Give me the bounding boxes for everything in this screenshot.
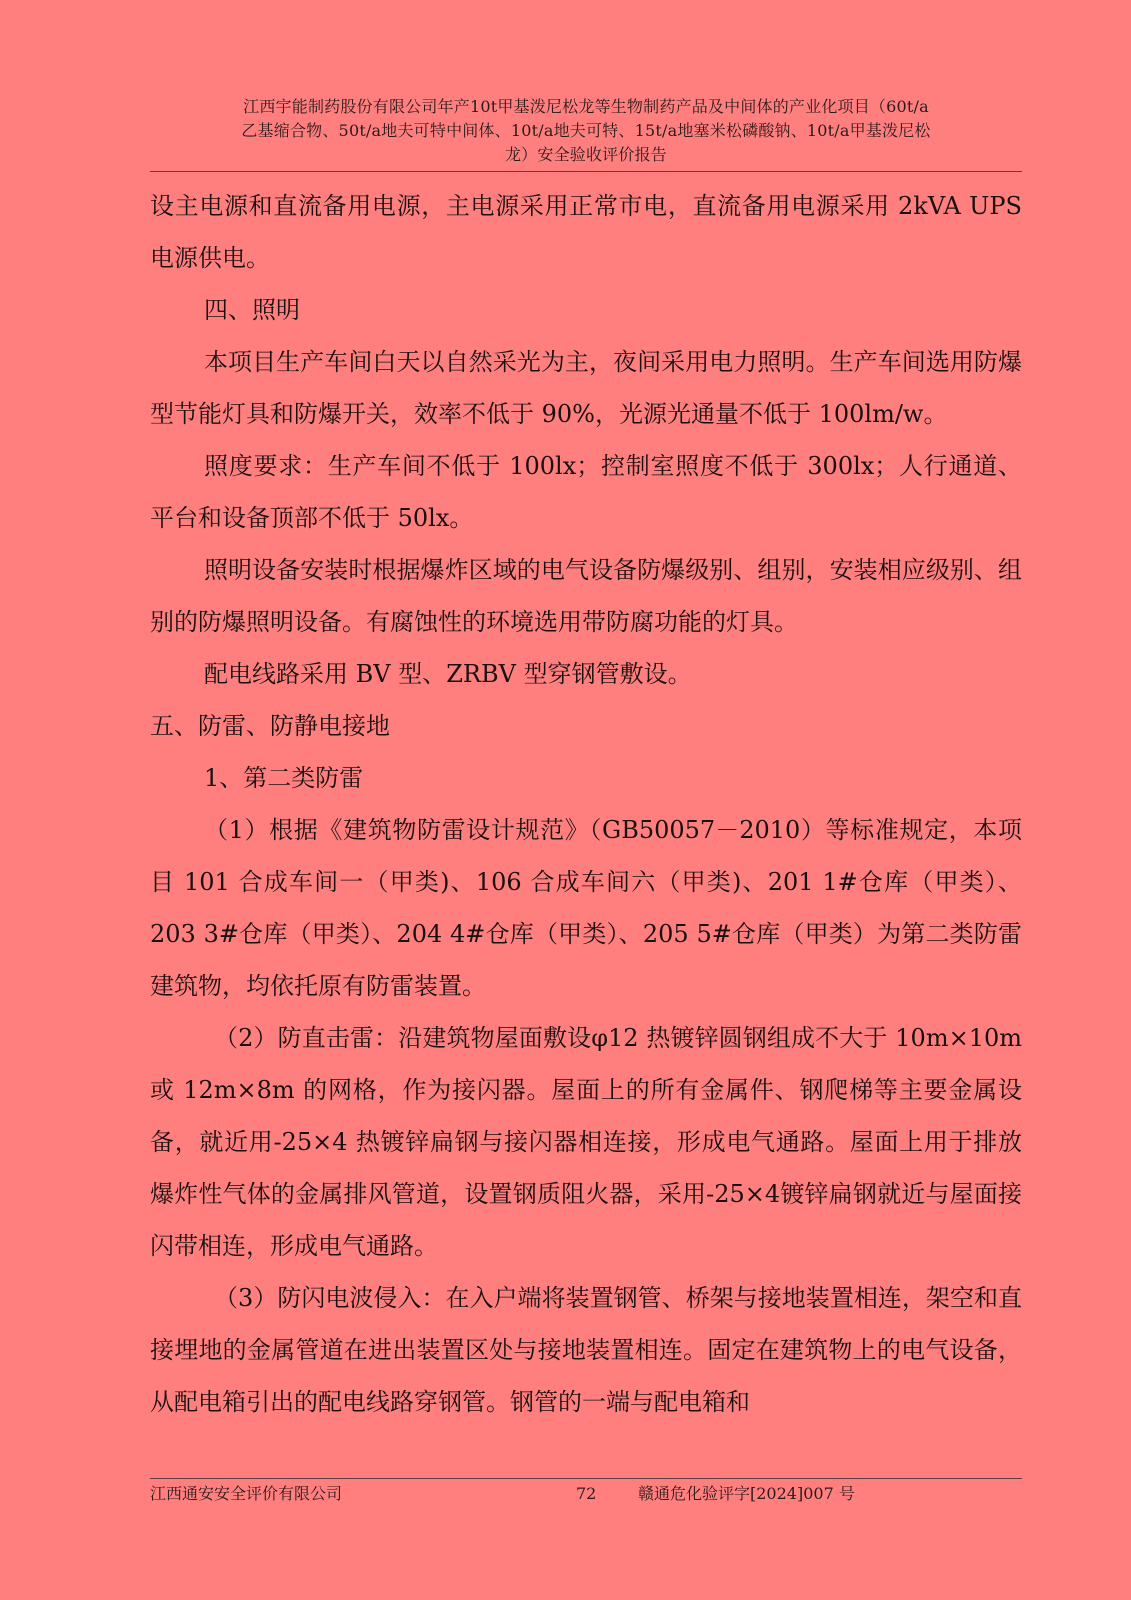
paragraph-illuminance: 照度要求：生产车间不低于 100lx；控制室照度不低于 300lx；人行通道、平台和设备顶部不低于 50lx。 — [150, 452, 1022, 532]
report-header — [150, 95, 1022, 167]
header-line-2: 乙基缩合物、50t/a地夫可特中间体、10t/a地夫可特、15t/a地塞米松磷酸钠、10t/a甲基泼尼松 — [241, 121, 931, 140]
paragraph-lighting: 本项目生产车间白天以自然采光为主，夜间采用电力照明。生产车间选用防爆型节能灯具和防爆开关，效率不低于 90%，光源光通量不低于 100lm/w。 — [150, 348, 1022, 428]
paragraph-power-supply: 设主电源和直流备用电源，主电源采用正常市电，直流备用电源采用 2kVA UPS 电源供电。 — [150, 192, 1022, 272]
footer-divider — [150, 1478, 1022, 1479]
page-number: 72 — [576, 1484, 597, 1503]
footer-company: 江西通安安全评价有限公司 — [150, 1484, 343, 1503]
subsection-heading-class2: 1、第二类防雷 — [204, 764, 364, 792]
header-divider — [150, 171, 1022, 172]
section-heading-lighting: 四、照明 — [204, 296, 300, 324]
section-heading-lightning-protection: 五、防雷、防静电接地 — [150, 712, 390, 740]
document-body — [150, 180, 1022, 1428]
paragraph-class2-buildings: （1）根据《建筑物防雷设计规范》（GB50057－2010）等标准规定，本项目 101 合成车间一（甲类)、106 合成车间六（甲类)、201 1#仓库（甲类）、203 3#仓库（甲类）、204 4#仓库（甲类）、205 5#仓库（甲类）为第二类防雷建筑物，均依托原有防雷装置。 — [150, 816, 1022, 1000]
header-line-3: 龙）安全验收评价报告 — [504, 145, 667, 164]
paragraph-lighting-install: 照明设备安装时根据爆炸区域的电气设备防爆级别、组别，安装相应级别、组别的防爆照明设备。有腐蚀性的环境选用带防腐功能的灯具。 — [150, 556, 1022, 636]
paragraph-wiring: 配电线路采用 BV 型、ZRBV 型穿钢管敷设。 — [204, 660, 692, 688]
header-line-1: 江西宇能制药股份有限公司年产10t甲基泼尼松龙等生物制药产品及中间体的产业化项目（60t/a — [243, 97, 929, 116]
paragraph-lightning-wave: （3）防闪电波侵入：在入户端将装置钢管、桥架与接地装置相连，架空和直接埋地的金属管道在进出装置区处与接地装置相连。固定在建筑物上的电气设备，从配电箱引出的配电线路穿钢管。钢管的一端与配电箱和 — [150, 1284, 1022, 1416]
paragraph-direct-strike: （2）防直击雷：沿建筑物屋面敷设φ12 热镀锌圆钢组成不大于 10m×10m 或 12m×8m 的网格，作为接闪器。屋面上的所有金属件、钢爬梯等主要金属设备，就近用-25×4 热镀锌扁钢与接闪器相连接，形成电气通路。屋面上用于排放爆炸性气体的金属排风管道，设置钢质阻火器，采用-25×4镀锌扁钢就近与屋面接闪带相连，形成电气通路。 — [150, 1024, 1022, 1260]
footer-doc-number: 赣通危化验评字[2024]007 号 — [638, 1484, 855, 1503]
